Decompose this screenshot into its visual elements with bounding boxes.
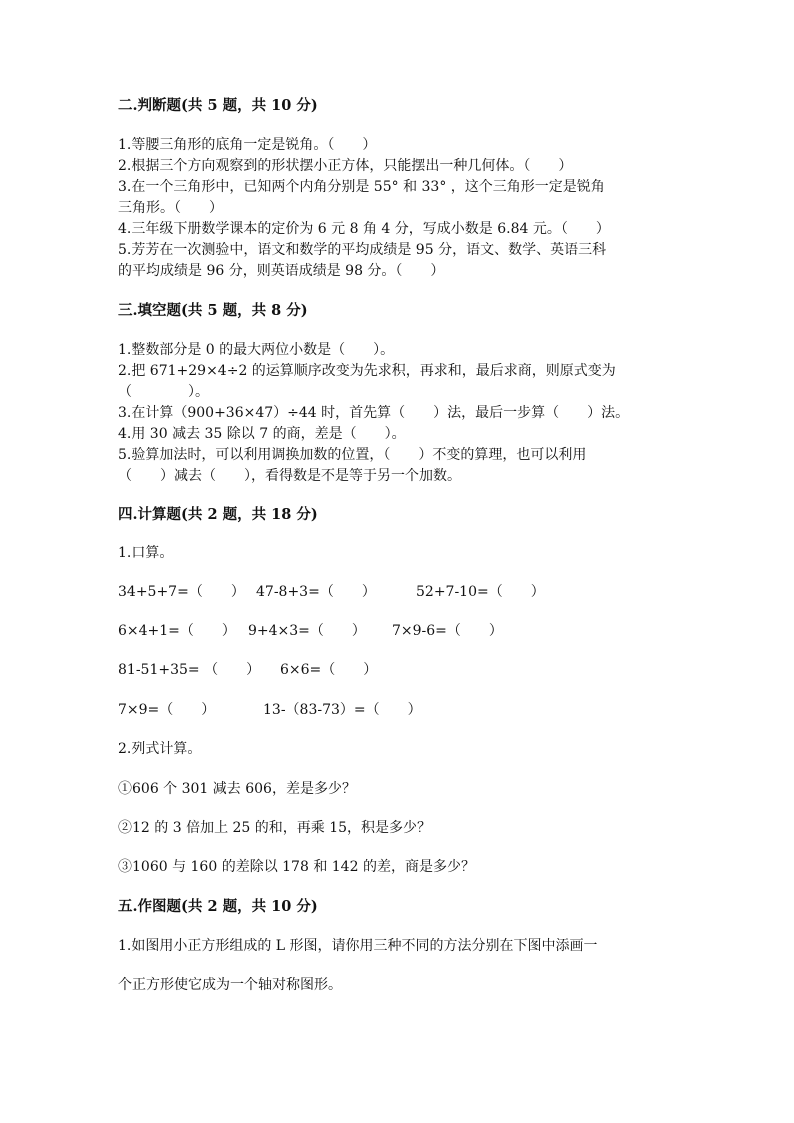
section-5-title: 五.作图题(共 2 题，共 10 分) xyxy=(118,898,318,915)
calc-q2-item-3: ③1060 与 160 的差除以 178 和 142 的差，商是多少？ xyxy=(118,859,475,875)
judge-q4: 4.三年级下册数学课本的定价为 6 元 8 角 4 分，写成小数是 6.84 元。（ ） xyxy=(118,221,610,237)
fill-q4: 4.用 30 减去 35 除以 7 的商，差是（ ）。 xyxy=(118,426,406,442)
judge-q3-cont: 三角形。（ ） xyxy=(118,200,223,216)
oral-item: 81-51+35= （ ） xyxy=(118,662,261,678)
fill-q5: 5.验算加法时，可以利用调换加数的位置，（ ）不变的算理，也可以利用 xyxy=(118,447,587,463)
oral-item: 52+7-10=（ ） xyxy=(416,584,545,600)
calc-q2-item-1: ①606 个 301 减去 606，差是多少？ xyxy=(118,781,356,797)
draw-q1: 1.如图用小正方形组成的 L 形图，请你用三种不同的方法分别在下图中添画一 xyxy=(118,938,598,954)
judge-q3: 3.在一个三角形中，已知两个内角分别是 55° 和 33° ，这个三角形一定是锐角 xyxy=(118,179,605,195)
judge-q5: 5.芳芳在一次测验中，语文和数学的平均成绩是 95 分，语文、数学、英语三科 xyxy=(118,242,607,258)
fill-q5-cont: （ ）减去（ ），看得数是不是等于另一个加数。 xyxy=(118,468,461,484)
section-2-title: 二.判断题(共 5 题，共 10 分) xyxy=(118,97,318,114)
calc-q2-label: 2.列式计算。 xyxy=(118,741,202,757)
fill-q2-cont: （ ）。 xyxy=(118,384,209,400)
calc-q1-label: 1.口算。 xyxy=(118,545,174,561)
fill-q3: 3.在计算（900+36×47）÷44 时，首先算（ ）法，最后一步算（ ）法。 xyxy=(118,405,630,421)
oral-item: 47-8+3=（ ） xyxy=(256,584,376,600)
judge-q5-cont: 的平均成绩是 96 分，则英语成绩是 98 分。（ ） xyxy=(118,263,445,279)
fill-q1: 1.整数部分是 0 的最大两位小数是（ ）。 xyxy=(118,342,395,358)
section-3-title: 三.填空题(共 5 题，共 8 分) xyxy=(118,302,308,319)
section-4-title: 四.计算题(共 2 题，共 18 分) xyxy=(118,506,318,523)
fill-q2: 2.把 671+29×4÷2 的运算顺序改变为先求积，再求和，最后求商，则原式变为 xyxy=(118,363,616,379)
draw-q1-cont: 个正方形使它成为一个轴对称图形。 xyxy=(118,977,342,993)
oral-item: 6×6=（ ） xyxy=(280,662,378,678)
oral-item: 34+5+7=（ ） xyxy=(118,584,245,600)
judge-q2: 2.根据三个方向观察到的形状摆小正方体，只能摆出一种几何体。（ ） xyxy=(118,158,573,174)
oral-item: 9+4×3=（ ） xyxy=(248,623,366,639)
oral-item: 7×9-6=（ ） xyxy=(392,623,503,639)
oral-item: 6×4+1=（ ） xyxy=(118,623,236,639)
oral-item: 13-（83-73）=（ ） xyxy=(263,702,422,718)
oral-item: 7×9=（ ） xyxy=(118,702,216,718)
calc-q2-item-2: ②12 的 3 倍加上 25 的和，再乘 15，积是多少？ xyxy=(118,820,432,836)
judge-q1: 1.等腰三角形的底角一定是锐角。（ ） xyxy=(118,137,377,153)
